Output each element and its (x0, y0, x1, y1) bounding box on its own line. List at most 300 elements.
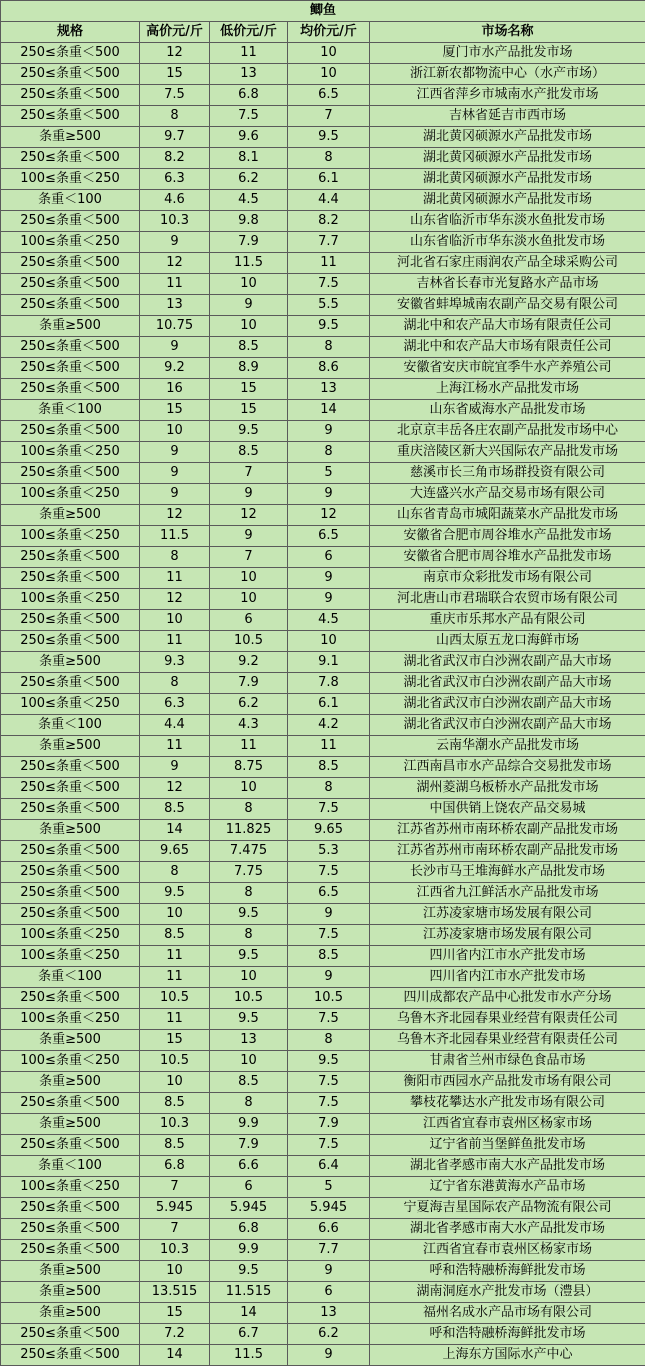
cell-spec: 250≤条重＜500 (1, 1093, 140, 1114)
cell-avg-price: 6.2 (288, 1324, 370, 1345)
cell-low-price: 11 (210, 736, 288, 757)
cell-low-price: 7.9 (210, 673, 288, 694)
cell-avg-price: 12 (288, 505, 370, 526)
cell-high-price: 6.3 (140, 694, 210, 715)
cell-high-price: 15 (140, 64, 210, 85)
cell-high-price: 12 (140, 505, 210, 526)
cell-market: 安徽省蚌埠城南农副产品交易有限公司 (370, 295, 645, 316)
cell-avg-price: 9 (288, 904, 370, 925)
table-row (1, 799, 645, 820)
cell-spec: 条重＜100 (1, 715, 140, 736)
cell-spec: 250≤条重＜500 (1, 568, 140, 589)
cell-low-price: 9.8 (210, 211, 288, 232)
cell-spec: 条重≥500 (1, 1030, 140, 1051)
cell-spec: 250≤条重＜500 (1, 274, 140, 295)
cell-market: 湖北省孝感市南大水产品批发市场 (370, 1156, 645, 1177)
cell-spec: 250≤条重＜500 (1, 211, 140, 232)
cell-market: 福州名成水产品市场有限公司 (370, 1303, 645, 1324)
table-row (1, 232, 645, 253)
table-row (1, 862, 645, 883)
cell-spec: 250≤条重＜500 (1, 85, 140, 106)
cell-spec: 条重≥500 (1, 505, 140, 526)
cell-avg-price: 4.5 (288, 610, 370, 631)
cell-spec: 条重≥500 (1, 736, 140, 757)
cell-market: 甘肃省兰州市绿色食品市场 (370, 1051, 645, 1072)
cell-spec: 250≤条重＜500 (1, 1345, 140, 1366)
table-row (1, 316, 645, 337)
cell-low-price: 9.5 (210, 946, 288, 967)
cell-avg-price: 7.5 (288, 925, 370, 946)
table-row (1, 1282, 645, 1303)
cell-high-price: 13 (140, 295, 210, 316)
cell-spec: 100≤条重＜250 (1, 484, 140, 505)
cell-market: 湖北省武汉市白沙洲农副产品大市场 (370, 652, 645, 673)
table-row (1, 715, 645, 736)
cell-spec: 条重＜100 (1, 190, 140, 211)
cell-high-price: 10 (140, 904, 210, 925)
header-low-price: 低价元/斤 (210, 22, 288, 43)
cell-avg-price: 8 (288, 148, 370, 169)
cell-low-price: 9.9 (210, 1114, 288, 1135)
cell-spec: 250≤条重＜500 (1, 253, 140, 274)
cell-high-price: 8.5 (140, 1135, 210, 1156)
table-row (1, 106, 645, 127)
cell-low-price: 11.515 (210, 1282, 288, 1303)
cell-low-price: 6.8 (210, 1219, 288, 1240)
table-row (1, 64, 645, 85)
cell-high-price: 12 (140, 43, 210, 64)
cell-high-price: 12 (140, 253, 210, 274)
cell-spec: 250≤条重＜500 (1, 1219, 140, 1240)
cell-market: 湖北省武汉市白沙洲农副产品大市场 (370, 715, 645, 736)
cell-market: 上海东方国际水产中心 (370, 1345, 645, 1366)
cell-high-price: 8.5 (140, 1093, 210, 1114)
cell-avg-price: 5 (288, 463, 370, 484)
table-row (1, 1198, 645, 1219)
cell-low-price: 10.5 (210, 988, 288, 1009)
cell-high-price: 10.3 (140, 211, 210, 232)
table-row (1, 1093, 645, 1114)
cell-market: 山东省临沂市华东淡水鱼批发市场 (370, 232, 645, 253)
cell-spec: 100≤条重＜250 (1, 1009, 140, 1030)
cell-market: 湖北省孝感市南大水产品批发市场 (370, 1219, 645, 1240)
cell-low-price: 4.3 (210, 715, 288, 736)
cell-low-price: 8 (210, 1093, 288, 1114)
cell-market: 湖北中和农产品大市场有限责任公司 (370, 337, 645, 358)
cell-spec: 250≤条重＜500 (1, 673, 140, 694)
cell-spec: 条重≥500 (1, 652, 140, 673)
cell-low-price: 5.945 (210, 1198, 288, 1219)
cell-high-price: 12 (140, 778, 210, 799)
cell-low-price: 9.5 (210, 1009, 288, 1030)
cell-avg-price: 7.7 (288, 1240, 370, 1261)
cell-low-price: 6.6 (210, 1156, 288, 1177)
cell-market: 江西省九江鲜活水产品批发市场 (370, 883, 645, 904)
cell-low-price: 6 (210, 1177, 288, 1198)
table-row (1, 400, 645, 421)
table-row (1, 1177, 645, 1198)
cell-low-price: 10 (210, 568, 288, 589)
cell-spec: 100≤条重＜250 (1, 232, 140, 253)
table-row (1, 484, 645, 505)
cell-high-price: 14 (140, 1345, 210, 1366)
cell-low-price: 10 (210, 589, 288, 610)
cell-low-price: 9 (210, 484, 288, 505)
table-row (1, 820, 645, 841)
table-row (1, 358, 645, 379)
cell-avg-price: 7.9 (288, 1114, 370, 1135)
cell-market: 湖北省武汉市白沙洲农副产品大市场 (370, 673, 645, 694)
cell-spec: 250≤条重＜500 (1, 904, 140, 925)
cell-market: 中国供销上饶农产品交易城 (370, 799, 645, 820)
table-row (1, 169, 645, 190)
cell-avg-price: 10 (288, 631, 370, 652)
table-row (1, 988, 645, 1009)
table-row (1, 1219, 645, 1240)
cell-spec: 250≤条重＜500 (1, 631, 140, 652)
cell-spec: 250≤条重＜500 (1, 547, 140, 568)
cell-low-price: 8.75 (210, 757, 288, 778)
cell-market: 江西省宜春市袁州区杨家市场 (370, 1240, 645, 1261)
table-row (1, 43, 645, 64)
cell-high-price: 9.7 (140, 127, 210, 148)
cell-low-price: 9.5 (210, 1261, 288, 1282)
cell-avg-price: 10 (288, 43, 370, 64)
cell-low-price: 7.75 (210, 862, 288, 883)
cell-high-price: 4.4 (140, 715, 210, 736)
cell-avg-price: 8 (288, 337, 370, 358)
table-title: 鲫鱼 (0, 0, 645, 21)
header-spec: 规格 (1, 22, 140, 43)
cell-market: 乌鲁木齐北园春果业经营有限责任公司 (370, 1030, 645, 1051)
table-row (1, 631, 645, 652)
cell-low-price: 11.825 (210, 820, 288, 841)
cell-spec: 条重＜100 (1, 1156, 140, 1177)
cell-low-price: 15 (210, 379, 288, 400)
cell-low-price: 13 (210, 64, 288, 85)
cell-spec: 100≤条重＜250 (1, 526, 140, 547)
cell-avg-price: 8 (288, 778, 370, 799)
cell-spec: 条重≥500 (1, 820, 140, 841)
cell-high-price: 8.2 (140, 148, 210, 169)
cell-low-price: 7.475 (210, 841, 288, 862)
cell-avg-price: 7.5 (288, 1093, 370, 1114)
cell-market: 江西省萍乡市城南水产批发市场 (370, 85, 645, 106)
cell-market: 宁夏海吉星国际农产品物流有限公司 (370, 1198, 645, 1219)
cell-low-price: 9 (210, 295, 288, 316)
cell-avg-price: 7.5 (288, 1009, 370, 1030)
cell-avg-price: 4.2 (288, 715, 370, 736)
cell-high-price: 15 (140, 400, 210, 421)
table-row (1, 1114, 645, 1135)
cell-market: 江苏凌家塘市场发展有限公司 (370, 925, 645, 946)
cell-market: 江苏省苏州市南环桥农副产品批发市场 (370, 841, 645, 862)
cell-avg-price: 14 (288, 400, 370, 421)
cell-avg-price: 10.5 (288, 988, 370, 1009)
cell-avg-price: 8.6 (288, 358, 370, 379)
cell-low-price: 9.2 (210, 652, 288, 673)
table-row (1, 505, 645, 526)
cell-market: 慈溪市长三角市场群投资有限公司 (370, 463, 645, 484)
cell-high-price: 11 (140, 631, 210, 652)
cell-avg-price: 6.1 (288, 694, 370, 715)
cell-high-price: 15 (140, 1303, 210, 1324)
cell-low-price: 6.8 (210, 85, 288, 106)
cell-high-price: 8 (140, 106, 210, 127)
cell-avg-price: 9 (288, 589, 370, 610)
header-avg-price: 均价元/斤 (288, 22, 370, 43)
table-row (1, 337, 645, 358)
cell-avg-price: 6.5 (288, 883, 370, 904)
cell-market: 河北省石家庄雨润农产品全球采购公司 (370, 253, 645, 274)
cell-high-price: 16 (140, 379, 210, 400)
table-row (1, 610, 645, 631)
cell-spec: 250≤条重＜500 (1, 1135, 140, 1156)
table-row (1, 757, 645, 778)
cell-high-price: 6.8 (140, 1156, 210, 1177)
table-row (1, 652, 645, 673)
header-row (1, 22, 645, 43)
cell-market: 湖北黄冈硕源水产品批发市场 (370, 169, 645, 190)
cell-low-price: 7.9 (210, 1135, 288, 1156)
cell-spec: 100≤条重＜250 (1, 1051, 140, 1072)
cell-high-price: 10.75 (140, 316, 210, 337)
cell-market: 辽宁省东港黄海水产品市场 (370, 1177, 645, 1198)
cell-high-price: 7 (140, 1177, 210, 1198)
cell-market: 湖北黄冈硕源水产品批发市场 (370, 127, 645, 148)
cell-avg-price: 6.4 (288, 1156, 370, 1177)
cell-low-price: 10 (210, 967, 288, 988)
cell-spec: 250≤条重＜500 (1, 337, 140, 358)
cell-market: 四川省内江市水产批发市场 (370, 946, 645, 967)
cell-avg-price: 8 (288, 442, 370, 463)
cell-spec: 250≤条重＜500 (1, 841, 140, 862)
table-row (1, 1072, 645, 1093)
table-row (1, 904, 645, 925)
cell-avg-price: 5.5 (288, 295, 370, 316)
cell-low-price: 10 (210, 1051, 288, 1072)
cell-market: 湖北中和农产品大市场有限责任公司 (370, 316, 645, 337)
cell-market: 湖南洞庭水产批发市场（澧县） (370, 1282, 645, 1303)
cell-market: 吉林省延吉市西市场 (370, 106, 645, 127)
cell-spec: 100≤条重＜250 (1, 169, 140, 190)
table-row (1, 1303, 645, 1324)
table-row (1, 211, 645, 232)
cell-market: 四川省内江市水产批发市场 (370, 967, 645, 988)
cell-spec: 250≤条重＜500 (1, 358, 140, 379)
cell-low-price: 9.6 (210, 127, 288, 148)
cell-spec: 250≤条重＜500 (1, 295, 140, 316)
cell-high-price: 6.3 (140, 169, 210, 190)
cell-high-price: 10.5 (140, 1051, 210, 1072)
cell-high-price: 11 (140, 967, 210, 988)
cell-spec: 250≤条重＜500 (1, 757, 140, 778)
cell-avg-price: 9.5 (288, 1051, 370, 1072)
cell-high-price: 4.6 (140, 190, 210, 211)
cell-avg-price: 7.5 (288, 274, 370, 295)
cell-low-price: 6.7 (210, 1324, 288, 1345)
cell-avg-price: 6.5 (288, 85, 370, 106)
cell-low-price: 6 (210, 610, 288, 631)
cell-low-price: 10.5 (210, 631, 288, 652)
cell-spec: 100≤条重＜250 (1, 946, 140, 967)
cell-high-price: 7.2 (140, 1324, 210, 1345)
cell-high-price: 11 (140, 274, 210, 295)
cell-high-price: 7 (140, 1219, 210, 1240)
cell-low-price: 6.2 (210, 694, 288, 715)
cell-market: 衡阳市西园水产品批发市场有限公司 (370, 1072, 645, 1093)
cell-high-price: 9 (140, 337, 210, 358)
cell-high-price: 14 (140, 820, 210, 841)
table-row (1, 526, 645, 547)
cell-market: 长沙市马王堆海鲜水产品批发市场 (370, 862, 645, 883)
cell-market: 攀枝花攀达水产批发市场有限公司 (370, 1093, 645, 1114)
cell-high-price: 11 (140, 568, 210, 589)
cell-market: 北京京丰岳各庄农副产品批发市场中心 (370, 421, 645, 442)
cell-high-price: 11 (140, 736, 210, 757)
cell-avg-price: 9 (288, 568, 370, 589)
cell-market: 江苏凌家塘市场发展有限公司 (370, 904, 645, 925)
cell-market: 呼和浩特融桥海鲜批发市场 (370, 1324, 645, 1345)
table-row (1, 253, 645, 274)
cell-high-price: 8 (140, 673, 210, 694)
cell-spec: 条重≥500 (1, 1072, 140, 1093)
cell-market: 云南华潮水产品批发市场 (370, 736, 645, 757)
cell-avg-price: 9.65 (288, 820, 370, 841)
cell-low-price: 8 (210, 925, 288, 946)
cell-spec: 250≤条重＜500 (1, 148, 140, 169)
cell-avg-price: 7 (288, 106, 370, 127)
cell-spec: 100≤条重＜250 (1, 589, 140, 610)
cell-low-price: 9.5 (210, 904, 288, 925)
cell-avg-price: 6 (288, 1282, 370, 1303)
cell-market: 辽宁省前当堡鲜鱼批发市场 (370, 1135, 645, 1156)
table-row (1, 967, 645, 988)
table-row (1, 736, 645, 757)
cell-high-price: 9.2 (140, 358, 210, 379)
cell-market: 呼和浩特融桥海鲜批发市场 (370, 1261, 645, 1282)
cell-high-price: 5.945 (140, 1198, 210, 1219)
cell-spec: 250≤条重＜500 (1, 988, 140, 1009)
cell-spec: 250≤条重＜500 (1, 883, 140, 904)
header-market: 市场名称 (370, 22, 645, 43)
cell-high-price: 9 (140, 484, 210, 505)
cell-low-price: 11.5 (210, 253, 288, 274)
cell-market: 安徽省安庆市皖宜季牛水产养殖公司 (370, 358, 645, 379)
cell-spec: 100≤条重＜250 (1, 1177, 140, 1198)
cell-spec: 条重＜100 (1, 400, 140, 421)
cell-high-price: 8.5 (140, 799, 210, 820)
cell-market: 南京市众彩批发市场有限公司 (370, 568, 645, 589)
cell-low-price: 10 (210, 274, 288, 295)
cell-spec: 250≤条重＜500 (1, 463, 140, 484)
table-row (1, 1261, 645, 1282)
cell-avg-price: 9 (288, 1345, 370, 1366)
cell-spec: 250≤条重＜500 (1, 64, 140, 85)
cell-market: 山东省青岛市城阳蔬菜水产品批发市场 (370, 505, 645, 526)
cell-avg-price: 8.2 (288, 211, 370, 232)
table-row (1, 85, 645, 106)
cell-spec: 250≤条重＜500 (1, 799, 140, 820)
table-row (1, 1135, 645, 1156)
cell-low-price: 9.9 (210, 1240, 288, 1261)
table-row (1, 379, 645, 400)
table-row (1, 421, 645, 442)
cell-market: 上海江杨水产品批发市场 (370, 379, 645, 400)
cell-low-price: 14 (210, 1303, 288, 1324)
cell-market: 乌鲁木齐北园春果业经营有限责任公司 (370, 1009, 645, 1030)
cell-spec: 条重≥500 (1, 1282, 140, 1303)
cell-low-price: 13 (210, 1030, 288, 1051)
cell-high-price: 10 (140, 1261, 210, 1282)
cell-market: 重庆涪陵区新大兴国际农产品批发市场 (370, 442, 645, 463)
cell-low-price: 8.9 (210, 358, 288, 379)
cell-avg-price: 9 (288, 421, 370, 442)
cell-low-price: 11.5 (210, 1345, 288, 1366)
cell-spec: 250≤条重＜500 (1, 1240, 140, 1261)
cell-avg-price: 7.5 (288, 799, 370, 820)
cell-avg-price: 8.5 (288, 946, 370, 967)
cell-spec: 250≤条重＜500 (1, 1198, 140, 1219)
cell-spec: 100≤条重＜250 (1, 925, 140, 946)
cell-avg-price: 11 (288, 736, 370, 757)
cell-low-price: 11 (210, 43, 288, 64)
cell-high-price: 9 (140, 463, 210, 484)
cell-high-price: 8 (140, 547, 210, 568)
table-row (1, 295, 645, 316)
cell-low-price: 7 (210, 463, 288, 484)
cell-avg-price: 9 (288, 967, 370, 988)
table-row (1, 1030, 645, 1051)
cell-spec: 100≤条重＜250 (1, 442, 140, 463)
cell-avg-price: 4.4 (288, 190, 370, 211)
cell-high-price: 11 (140, 1009, 210, 1030)
cell-low-price: 10 (210, 778, 288, 799)
cell-high-price: 9 (140, 757, 210, 778)
cell-low-price: 8 (210, 799, 288, 820)
cell-avg-price: 7.8 (288, 673, 370, 694)
cell-market: 四川成都农产品中心批发市水产分场 (370, 988, 645, 1009)
table-row (1, 1345, 645, 1366)
cell-avg-price: 9.5 (288, 127, 370, 148)
cell-avg-price: 10 (288, 64, 370, 85)
cell-market: 山西太原五龙口海鲜市场 (370, 631, 645, 652)
cell-spec: 100≤条重＜250 (1, 694, 140, 715)
table-row (1, 946, 645, 967)
cell-avg-price: 7.7 (288, 232, 370, 253)
cell-spec: 条重≥500 (1, 1303, 140, 1324)
table-row (1, 1051, 645, 1072)
table-row (1, 778, 645, 799)
cell-low-price: 8.5 (210, 337, 288, 358)
table-row (1, 841, 645, 862)
cell-market: 湖北黄冈硕源水产品批发市场 (370, 148, 645, 169)
cell-market: 安徽省合肥市周谷堆水产品批发市场 (370, 526, 645, 547)
cell-spec: 250≤条重＜500 (1, 379, 140, 400)
table-row (1, 673, 645, 694)
cell-market: 厦门市水产品批发市场 (370, 43, 645, 64)
cell-avg-price: 9 (288, 1261, 370, 1282)
cell-high-price: 11.5 (140, 526, 210, 547)
cell-high-price: 9.5 (140, 883, 210, 904)
cell-low-price: 12 (210, 505, 288, 526)
table-row (1, 883, 645, 904)
table-row (1, 589, 645, 610)
table-row (1, 1009, 645, 1030)
cell-avg-price: 5.3 (288, 841, 370, 862)
cell-high-price: 10 (140, 1072, 210, 1093)
table-row (1, 442, 645, 463)
